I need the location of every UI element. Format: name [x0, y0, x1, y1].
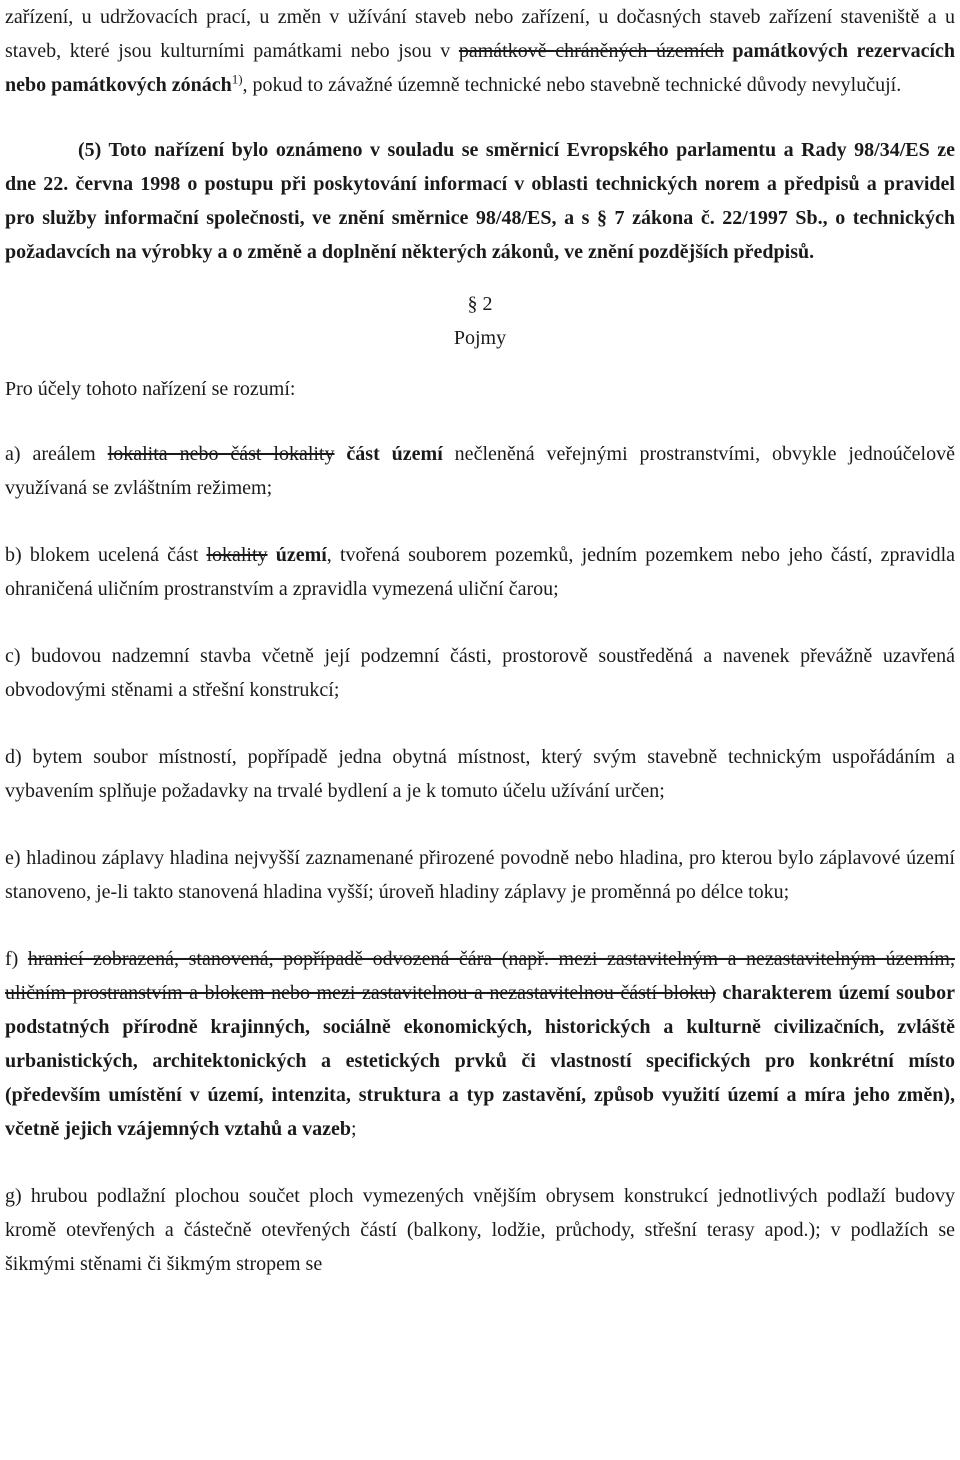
text-run: , pokud to závažné územně technické nebo stavebně technické důvody nevylučují. — [242, 74, 902, 96]
text-run: zařízení, u udržovacích prací, u změn v užívání staveb nebo zařízení, u dočasných staveb zařízení staveniště a u staveb, které jsou kulturními památkami nebo jsou v — [5, 6, 955, 62]
definitions-intro: Pro účely tohoto nařízení se rozumí: — [5, 378, 296, 400]
definition-g: g) hrubou podlažní plochou součet ploch vymezených vnějším obrysem konstrukcí jednotlivých podlaží budovy kromě otevřených a částečně otevřených částí (balkony, lodžie, průchody, střešní terasy apod.); v podlažích se šikmými stěnami či šikmým stropem se — [5, 1185, 955, 1275]
footnote-reference: 1) — [231, 71, 243, 87]
text-run: , tvořená souborem pozemků, jedním pozemkem nebo jeho částí, zpravidla ohraničená uličním prostranstvím a zpravidla vymezená uliční čarou; — [5, 544, 955, 600]
definition-e: e) hladinou záplavy hladina nejvyšší zaznamenané přirozené povodně nebo hladina, pro kterou bylo záplavové území stanoveno, je-li takto stanovená hladina vyšší; úroveň hladiny záplavy je proměnná po délce toku; — [5, 847, 955, 903]
inserted-text: území — [275, 544, 327, 566]
section-title: Pojmy — [453, 327, 507, 349]
definition-a — [5, 437, 955, 505]
inserted-text: část území — [346, 443, 443, 465]
deleted-text: lokalita nebo část lokality — [107, 443, 335, 465]
deleted-text: památkově chráněných územích — [458, 40, 724, 62]
definition-c: c) budovou nadzemní stavba včetně její podzemní části, prostorově soustředěná a navenek převážně uzavřená obvodovými stěnami a střešní konstrukcí; — [5, 645, 955, 701]
text-run: f) — [5, 948, 28, 970]
paragraph-5: (5) Toto nařízení bylo oznámeno v souladu se směrnicí Evropského parlamentu a Rady 98/34/ES ze dne 22. června 1998 o postupu při poskytování informací v oblasti technických norem a předpisů a pravidel pro služby informační společnosti, ve znění směrnice 98/48/ES, a s § 7 zákona č. 22/1997 Sb., o technických požadavcích na výrobky a o změně a doplnění některých zákonů, ve znění pozdějších předpisů. — [5, 139, 955, 263]
definition-b — [5, 538, 955, 606]
inserted-text: památkových rezervacích nebo památkových zónách — [5, 40, 956, 96]
text-run: nečleněná veřejnými prostranstvími, obvykle jednoúčelově využívaná se zvláštním režimem; — [5, 443, 955, 499]
document-page — [5, 0, 955, 1281]
text-run — [335, 443, 347, 465]
deleted-text: lokality — [206, 544, 268, 566]
section-number: § 2 — [467, 293, 493, 315]
text-run: a) areálem — [5, 443, 108, 465]
paragraph-intro-continuation — [5, 0, 955, 102]
definition-d: d) bytem soubor místností, popřípadě jedna obytná místnost, který svým stavebně technickým uspořádáním a vybavením splňuje požadavky na trvalé bydlení a je k tomuto účelu užívání určen; — [5, 746, 955, 802]
text-run — [268, 544, 276, 566]
definition-f — [5, 942, 955, 1146]
text-run: ; — [351, 1118, 357, 1140]
inserted-text: charakterem území soubor podstatných přírodně krajinných, sociálně ekonomických, historických a kulturně civilizačních, zvláště urbanistických, architektonických a estetických prvků či vlastností specifických pro konkrétní místo (především umístění v území, intenzita, struktura a typ zastavění, způsob využití území a míra jeho změn), včetně jejich vzájemných vztahů a vazeb — [5, 982, 955, 1140]
text-run: b) blokem ucelená část — [5, 544, 207, 566]
deleted-text: hranicí zobrazená, stanovená, popřípadě odvozená čára (např. mezi zastavitelným a nezastavitelným územím, uličním prostranstvím a blokem nebo mezi zastavitelnou a nezastavitelnou částí bloku) — [5, 948, 955, 1004]
